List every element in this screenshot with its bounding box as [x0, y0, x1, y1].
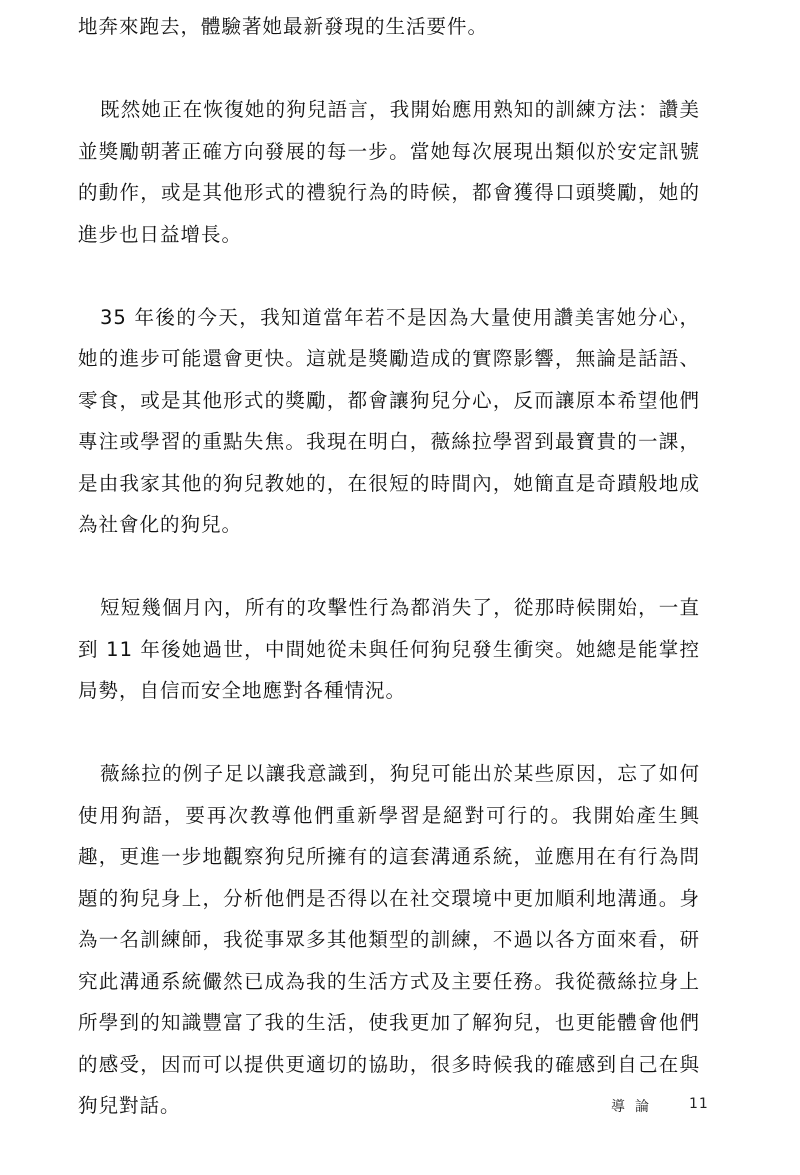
paragraph-lesson-learned: 薇絲拉的例子足以讓我意識到，狗兒可能出於某些原因，忘了如何使用狗語，要再次教導他們重新學習是絕對可行的。我開始產生興趣，更進一步地觀察狗兒所擁有的這套溝通系統，並應用在有行為問題的狗兒身上，分析他們是否得以在社交環境中更加順利地溝通。身為一名訓練師，我從事眾多其他類型的訓練，不過以各方面來看，研究此溝通系統儼然已成為我的生活方式及主要任務。我從薇絲拉身上所學到的知識豐富了我的生活，使我更加了解狗兒，也更能體會他們的感受，因而可以提供更適切的協助，很多時候我的確感到自己在與狗兒對話。 — [78, 762, 700, 1117]
paragraph-35-years-later: 35 年後的今天，我知道當年若不是因為大量使用讚美害她分心，她的進步可能還會更快。這就是獎勵造成的實際影響，無論是話語、零食，或是其他形式的獎勵，都會讓狗兒分心，反而讓原本希望他們專注或學習的重點失焦。我現在明白，薇絲拉學習到最寶貴的一課，是由我家其他的狗兒教她的，在很短的時間內，她簡直是奇蹟般地成為社會化的狗兒。 — [78, 305, 700, 536]
page-number: 11 — [689, 1096, 709, 1112]
paragraph-aggression-gone: 短短幾個月內，所有的攻擊性行為都消失了，從那時候開始，一直到 11 年後她過世，中間她從未與任何狗兒發生衝突。她總是能掌控局勢，自信而安全地應對各種情況。 — [78, 596, 700, 702]
body-text — [78, 6, 700, 1127]
page-footer — [0, 1096, 800, 1120]
paragraph-continuation: 地奔來跑去，體驗著她最新發現的生活要件。 — [78, 15, 489, 38]
running-section-title: 導論 — [611, 1099, 659, 1115]
paragraph-training-method: 既然她正在恢復她的狗兒語言，我開始應用熟知的訓練方法：讚美並獎勵朝著正確方向發展的每一步。當她每次展現出類似於安定訊號的動作，或是其他形式的禮貌行為的時候，都會獲得口頭獎勵，她的進步也日益增長。 — [78, 98, 700, 246]
